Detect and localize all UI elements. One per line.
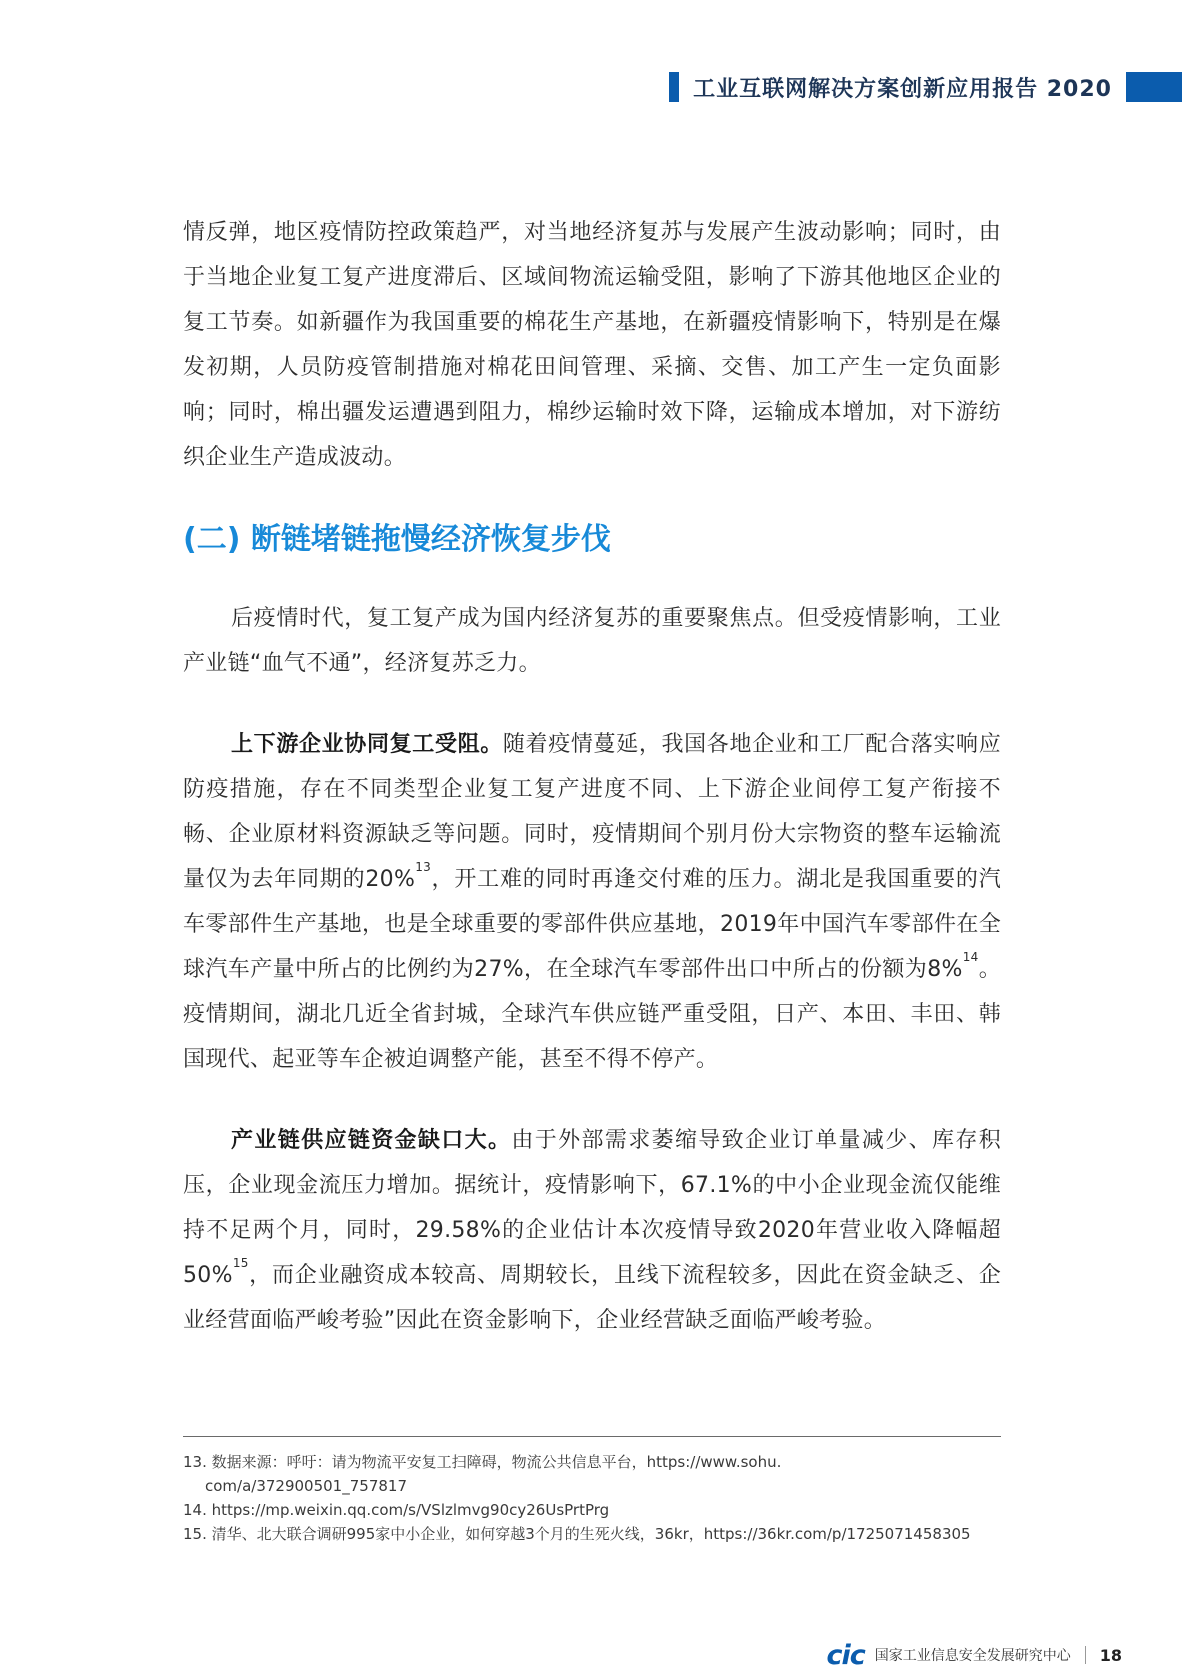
paragraph-text: 。疫情期间，湖北几近全省封城，全球汽车供应链严重受阻，日产、本田、丰田、韩国现代、起亚等车企被迫调整产能，甚至不得不停产。 (183, 957, 1001, 1072)
paragraph-text: ，开工难的同时再逢交付难的压力。湖北是我国重要的汽车零部件生产基地，也是全球重要的零部件供应基地，2019年中国汽车零部件在全球汽车产量中所占的比例约为27%，在全球汽车零部件出口中所占的份额为8% (183, 867, 1001, 982)
paragraph-lead: 上下游企业协同复工受阻。 (231, 732, 503, 757)
page-number: 18 (1099, 1645, 1122, 1665)
organization-name: 国家工业信息安全发展研究中心 (874, 1648, 1071, 1664)
footnotes (183, 1450, 1013, 1546)
paragraph-text: ，而企业融资成本较高、周期较长，且线下流程较多，因此在资金缺乏、企业经营面临严峻考验”因此在资金影响下，企业经营缺乏面临严峻考验。 (183, 1263, 1001, 1333)
report-title: 工业互联网解决方案创新应用报告 2020 (693, 76, 1112, 102)
footnote-ref[interactable]: 13 (415, 860, 432, 874)
paragraph-lead: 产业链供应链资金缺口大。 (231, 1128, 512, 1153)
footnote-13[interactable]: 13. 数据来源：呼吁：请为物流平安复工扫障碍，物流公共信息平台，https://www.sohu. (183, 1453, 782, 1471)
paragraph-intro: 后疫情时代，复工复产成为国内经济复苏的重要聚焦点。但受疫情影响，工业产业链“血气不通”，经济复苏乏力。 (183, 606, 1001, 676)
footnote-14[interactable]: 14. https://mp.weixin.qq.com/s/VSlzlmvg90cy26UsPrtPrg (183, 1501, 610, 1519)
paragraph-continued: 情反弹，地区疫情防控政策趋严，对当地经济复苏与发展产生波动影响；同时，由于当地企业复工复产进度滞后、区域间物流运输受阻，影响了下游其他地区企业的复工节奏。如新疆作为我国重要的棉花生产基地，在新疆疫情影响下，特别是在爆发初期，人员防疫管制措施对棉花田间管理、采摘、交售、加工产生一定负面影响；同时，棉出疆发运遭遇到阻力，棉纱运输时效下降，运输成本增加，对下游纺织企业生产造成波动。 (183, 220, 1001, 470)
main-content (183, 210, 1001, 1343)
paragraph-upstream (183, 722, 1001, 1082)
footnote-divider (183, 1436, 1001, 1437)
footnote-ref[interactable]: 14 (962, 950, 979, 964)
footnote-15[interactable]: 15. 清华、北大联合调研995家中小企业，如何穿越3个月的生死火线，36kr，https://36kr.com/p/1725071458305 (183, 1525, 971, 1543)
page-footer (826, 1640, 1122, 1670)
footer-divider (1085, 1646, 1086, 1664)
cic-logo: cic (826, 1639, 865, 1671)
paragraph-text: 随着疫情蔓延，我国各地企业和工厂配合落实响应防疫措施，存在不同类型企业复工复产进度不同、上下游企业间停工复产衔接不畅、企业原材料资源缺乏等问题。同时，疫情期间个别月份大宗物资的整车运输流量仅为去年同期的20% (183, 732, 1001, 892)
section-title: (二) 断链堵链拖慢经济恢复步伐 (183, 522, 611, 557)
paragraph-text: 由于外部需求萎缩导致企业订单量减少、库存积压，企业现金流压力增加。据统计，疫情影响下，67.1%的中小企业现金流仅能维持不足两个月，同时，29.58%的企业估计本次疫情导致2020年营业收入降幅超50% (183, 1128, 1001, 1288)
page-header (669, 70, 1182, 104)
header-marker (669, 72, 679, 102)
header-bar (1126, 72, 1182, 102)
footnote-ref[interactable]: 15 (232, 1256, 249, 1270)
footnote-13-cont[interactable]: com/a/372900501_757817 (205, 1477, 407, 1495)
paragraph-funding (183, 1118, 1001, 1343)
